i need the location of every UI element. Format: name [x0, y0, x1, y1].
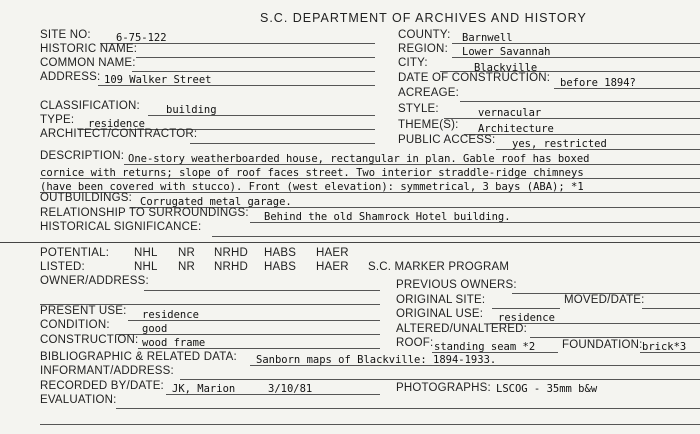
themes-label: THEME(S):: [398, 119, 459, 131]
date-of-construction-value: before 1894?: [560, 77, 636, 89]
evaluation-line: [116, 408, 700, 409]
historical-significance-label: HISTORICAL SIGNIFICANCE:: [40, 221, 202, 233]
relationship-label: RELATIONSHIP TO SURROUNDINGS:: [40, 207, 249, 219]
city-label: CITY:: [398, 57, 428, 69]
address-label: ADDRESS:: [40, 71, 101, 83]
historical-significance-line: [212, 236, 700, 237]
style-value: vernacular: [478, 107, 542, 119]
original-use-value: residence: [498, 312, 555, 324]
original-site-line: [492, 308, 560, 309]
site-no-label: SITE NO:: [40, 29, 91, 41]
roof-label: ROOF:: [396, 337, 434, 349]
potential-nhl: NHL: [134, 247, 158, 259]
listed-habs: HABS: [264, 261, 297, 273]
public-access-label: PUBLIC ACCESS:: [398, 134, 496, 146]
architect-line: [190, 143, 375, 144]
city-value: Blackville: [474, 62, 538, 74]
owner-address-label: OWNER/ADDRESS:: [40, 275, 149, 287]
original-use-label: ORIGINAL USE:: [396, 308, 484, 320]
foundation-label: FOUNDATION:: [562, 339, 643, 351]
potential-label: POTENTIAL:: [40, 247, 110, 259]
potential-haer: HAER: [316, 247, 349, 259]
bibliographic-value: Sanborn maps of Blackville: 1894-1933.: [256, 354, 497, 366]
form-header: S.C. DEPARTMENT OF ARCHIVES AND HISTORY: [260, 11, 587, 25]
informant-label: INFORMANT/ADDRESS:: [40, 365, 174, 377]
moved-date-line: [642, 308, 700, 309]
site-no-value: 6-75-122: [116, 32, 167, 44]
photographs-label: PHOTOGRAPHS:: [396, 382, 491, 394]
section-divider-1: [0, 242, 700, 243]
construction-label: CONSTRUCTION:: [40, 334, 139, 346]
condition-value: good: [142, 323, 168, 335]
region-value: Lower Savannah: [462, 46, 551, 58]
construction-value: wood frame: [142, 337, 206, 349]
common-name-line: [132, 71, 375, 72]
county-value: Barnwell: [462, 32, 513, 44]
description-line-1-text: One-story weatherboarded house, rectangular in plan. Gable roof has boxed: [128, 153, 590, 165]
listed-nrhd: NRHD: [214, 261, 249, 273]
recorded-date-value: 3/10/81: [268, 383, 313, 395]
common-name-label: COMMON NAME:: [40, 57, 136, 69]
recorded-by-label: RECORDED BY/DATE:: [40, 380, 164, 392]
address-value: 109 Walker Street: [104, 74, 212, 86]
historic-name-line: [136, 57, 375, 58]
public-access-value: yes, restricted: [512, 138, 607, 150]
outbuildings-label: OUTBUILDINGS:: [40, 192, 133, 204]
historic-name-label: HISTORIC NAME:: [40, 43, 138, 55]
description-line-3-text: (have been covered with stucco). Front (west elevation): symmetrical, 3 bays (ABA); *1: [40, 181, 584, 193]
listed-nhl: NHL: [134, 261, 158, 273]
description-line-2-text: cornice with returns; slope of roof faces street. Two interior straddle-ridge chimneys: [40, 167, 584, 179]
recorded-by-value: JK, Marion: [172, 383, 236, 395]
altered-line: [530, 337, 700, 338]
potential-nr: NR: [178, 247, 196, 259]
listed-nr: NR: [178, 261, 196, 273]
listed-label: LISTED:: [40, 261, 85, 273]
type-label: TYPE:: [40, 114, 75, 126]
moved-date-label: MOVED/DATE:: [564, 294, 645, 306]
foundation-value: brick*3: [642, 341, 687, 353]
evaluation-label: EVALUATION:: [40, 394, 117, 406]
condition-label: CONDITION:: [40, 319, 110, 331]
roof-value: standing seam *2: [434, 341, 536, 353]
potential-nrhd: NRHD: [214, 247, 249, 259]
relationship-value: Behind the old Shamrock Hotel building.: [264, 211, 511, 223]
classification-label: CLASSIFICATION:: [40, 100, 140, 112]
date-of-construction-label: DATE OF CONSTRUCTION:: [398, 72, 551, 84]
original-site-label: ORIGINAL SITE:: [396, 294, 486, 306]
informant-line: [180, 379, 700, 380]
architect-label: ARCHITECT/CONTRACTOR:: [40, 128, 198, 140]
marker-program-label: S.C. MARKER PROGRAM: [368, 261, 510, 273]
description-label: DESCRIPTION:: [40, 150, 125, 162]
outbuildings-value: Corrugated metal garage.: [140, 196, 292, 208]
present-use-value: residence: [142, 309, 199, 321]
listed-haer: HAER: [316, 261, 349, 273]
present-use-label: PRESENT USE:: [40, 305, 127, 317]
region-label: REGION:: [398, 43, 448, 55]
evaluation-line-2: [40, 424, 700, 425]
classification-value: building: [166, 104, 217, 116]
potential-habs: HABS: [264, 247, 297, 259]
style-label: STYLE:: [398, 103, 439, 115]
previous-owners-label: PREVIOUS OWNERS:: [396, 279, 517, 291]
type-value: residence: [88, 118, 145, 130]
county-label: COUNTY:: [398, 29, 451, 41]
photographs-value: LSCOG - 35mm b&w: [496, 383, 598, 395]
acreage-label: ACREAGE:: [398, 87, 460, 99]
themes-value: Architecture: [478, 123, 554, 135]
bibliographic-label: BIBLIOGRAPHIC & RELATED DATA:: [40, 351, 237, 363]
owner-address-line: [144, 290, 380, 291]
acreage-line: [460, 101, 700, 102]
altered-label: ALTERED/UNALTERED:: [396, 323, 527, 335]
